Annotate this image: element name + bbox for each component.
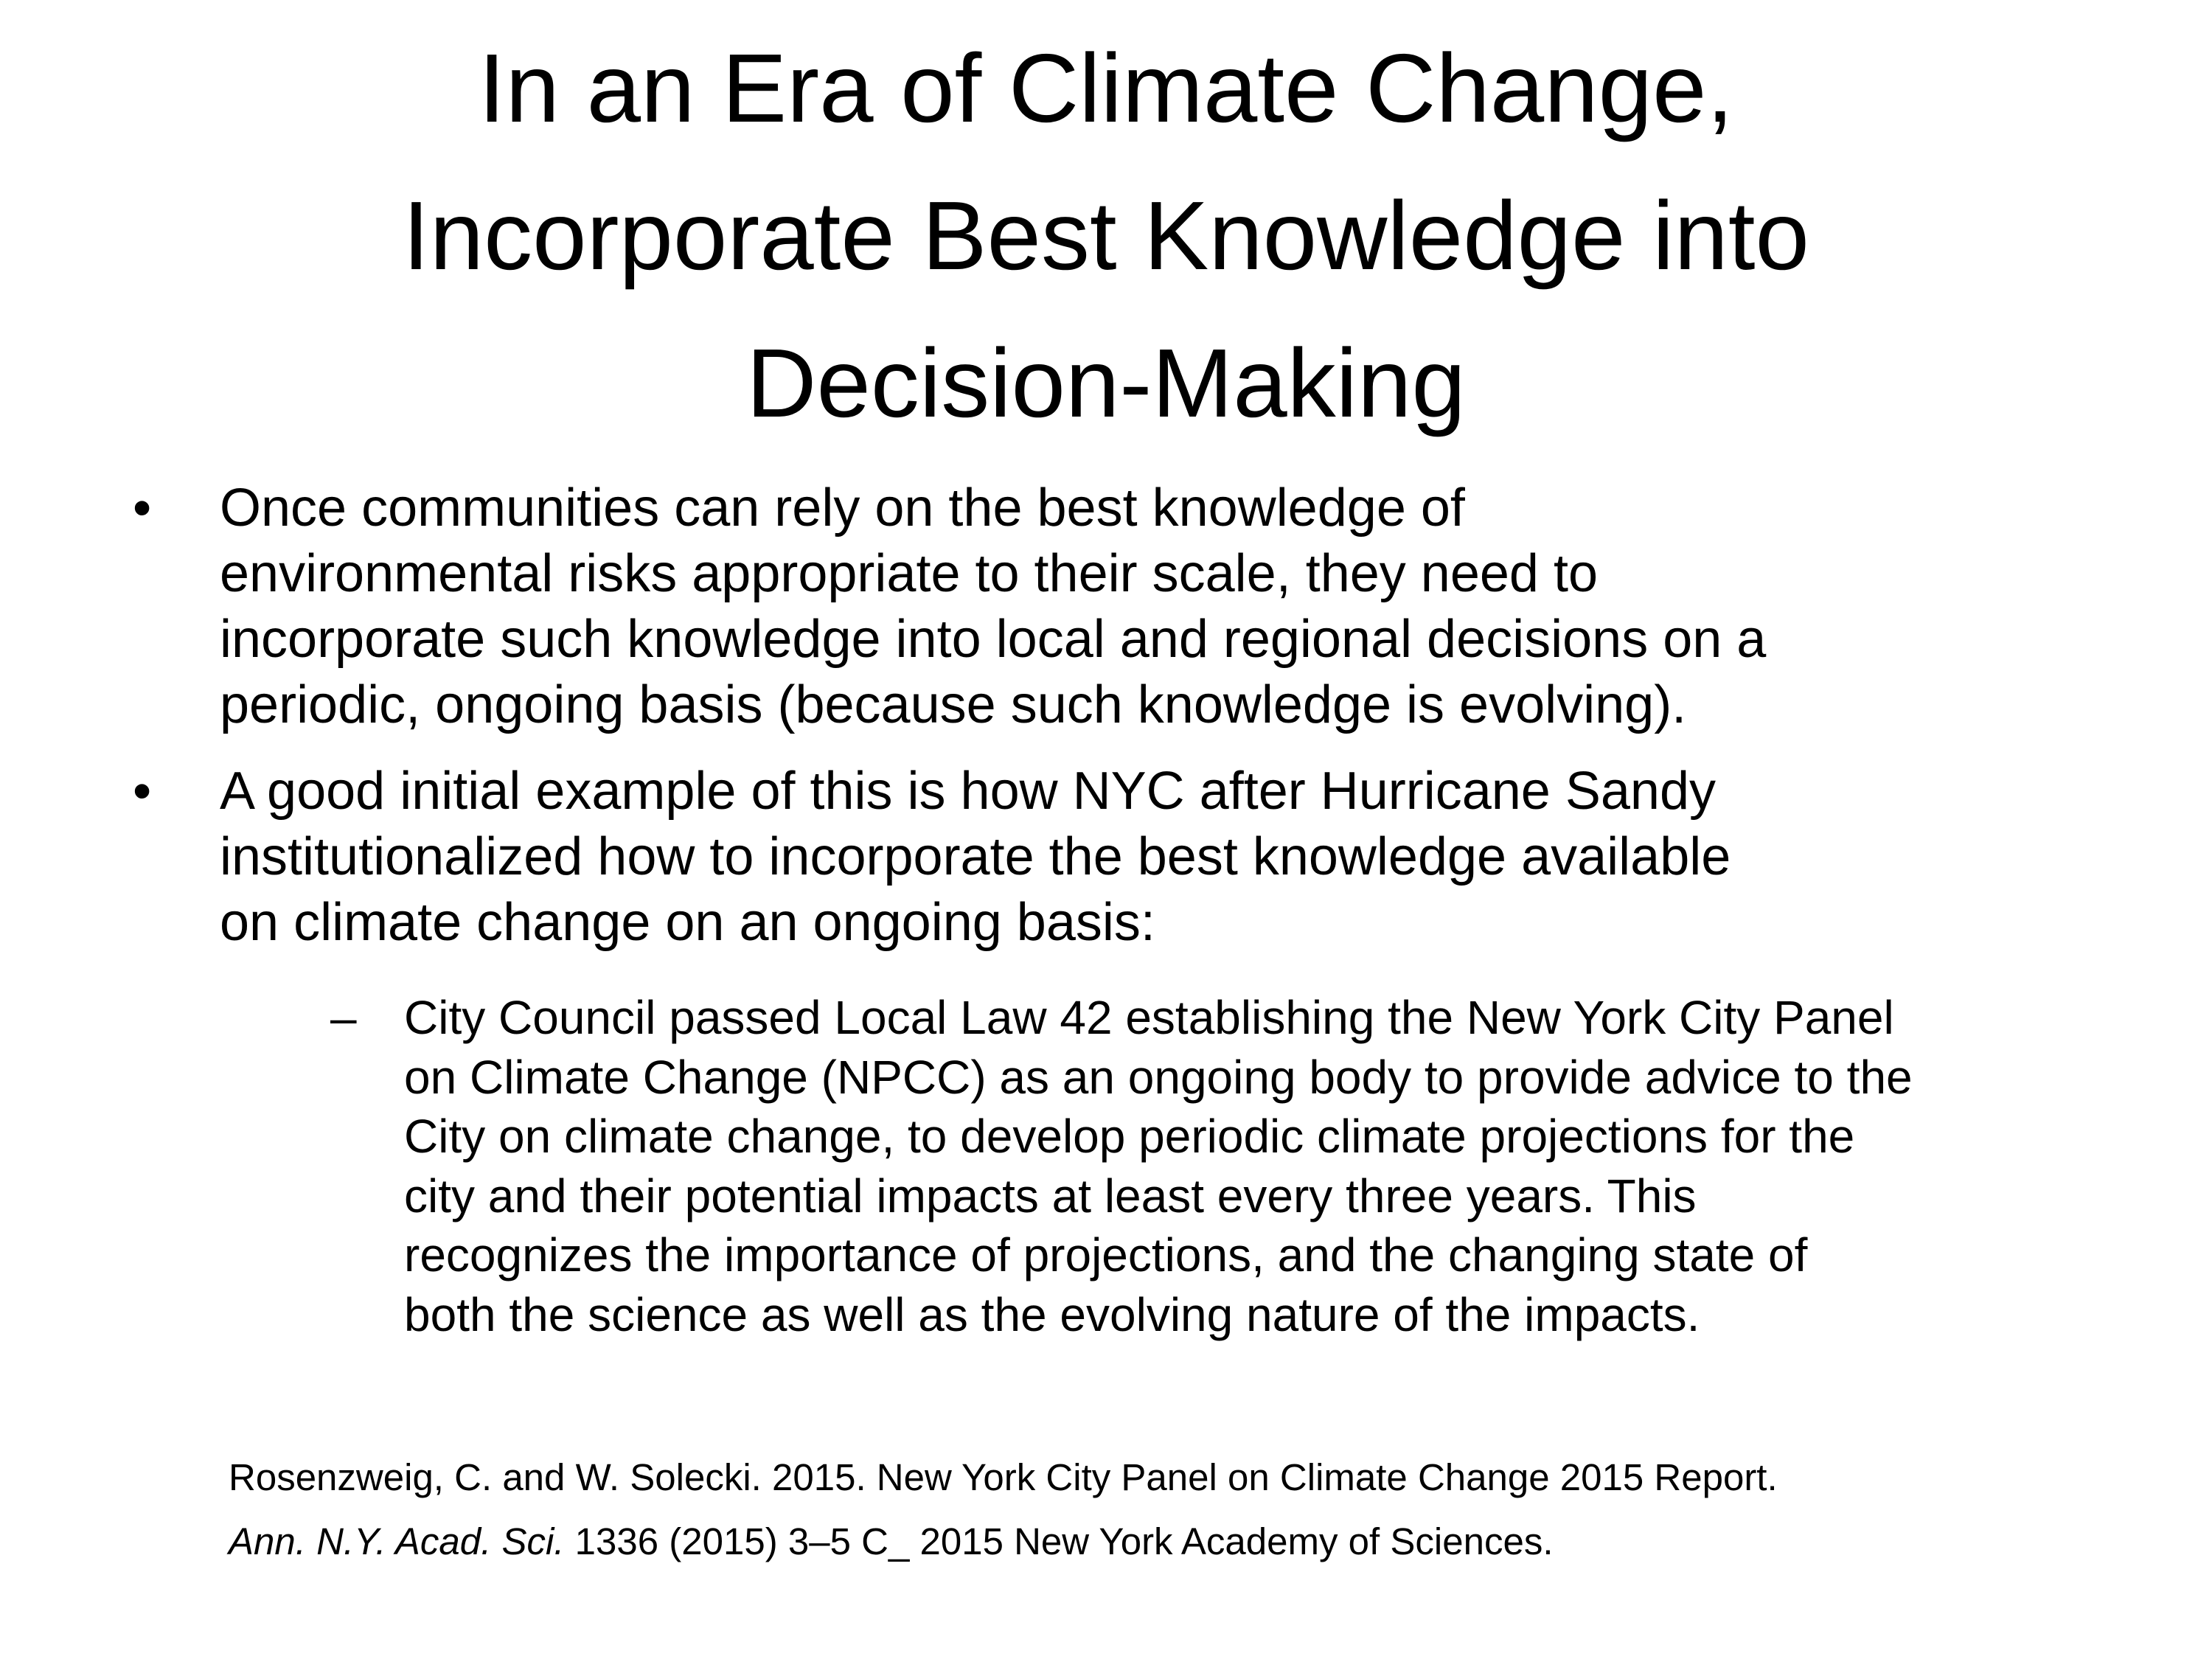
citation-line [229, 1509, 2146, 1573]
sub-bullet-text-line: city and their potential impacts at least every three years. This [404, 1169, 1697, 1222]
citation [229, 1445, 2146, 1573]
sub-bullet-text-line: both the science as well as the evolving nature of the impacts. [404, 1287, 1700, 1341]
bullet-marker: • [133, 479, 152, 538]
sub-bullet-text-line: on Climate Change (NPCC) as an ongoing body to provide advice to the [404, 1050, 1913, 1104]
slide-title [118, 15, 2094, 457]
bullet-text-line: institutionalized how to incorporate the best knowledge available [220, 827, 1731, 886]
bullet-item [133, 759, 2124, 1344]
sub-bullet-text-line: City Council passed Local Law 42 establishing the New York City Panel [404, 991, 1894, 1044]
title-line: Incorporate Best Knowledge into [403, 181, 1809, 290]
bullet-text-line: on climate change on an ongoing basis: [220, 893, 1155, 952]
title-line: In an Era of Climate Change, [478, 34, 1734, 142]
bullet-text-line: incorporate such knowledge into local and regional decisions on a [220, 610, 1767, 669]
bullet-list [133, 476, 2124, 1365]
citation-journal: Ann. N.Y. Acad. Sci. [229, 1520, 565, 1562]
sub-bullet-item [220, 988, 2124, 1344]
sub-bullet-text-line: recognizes the importance of projections, and the changing state of [404, 1228, 1808, 1281]
title-line: Decision-Making [746, 329, 1466, 437]
bullet-text-line: environmental risks appropriate to their scale, they need to [220, 544, 1599, 603]
bullet-text-line: Once communities can rely on the best knowledge of [220, 479, 1465, 538]
bullet-text-line: A good initial example of this is how NYC after Hurricane Sandy [220, 762, 1717, 821]
bullet-item [133, 476, 2124, 738]
bullet-text-line: periodic, ongoing basis (because such knowledge is evolving). [220, 675, 1687, 734]
citation-details: 1336 (2015) 3–5 C_ 2015 New York Academy of Sciences. [564, 1520, 1554, 1562]
bullet-marker: • [133, 762, 152, 821]
sub-bullet-text-line: City on climate change, to develop periodic climate projections for the [404, 1110, 1855, 1163]
sub-bullet-marker: – [330, 991, 357, 1044]
citation-line: Rosenzweig, C. and W. Solecki. 2015. New York City Panel on Climate Change 2015 Report. [229, 1456, 1778, 1498]
